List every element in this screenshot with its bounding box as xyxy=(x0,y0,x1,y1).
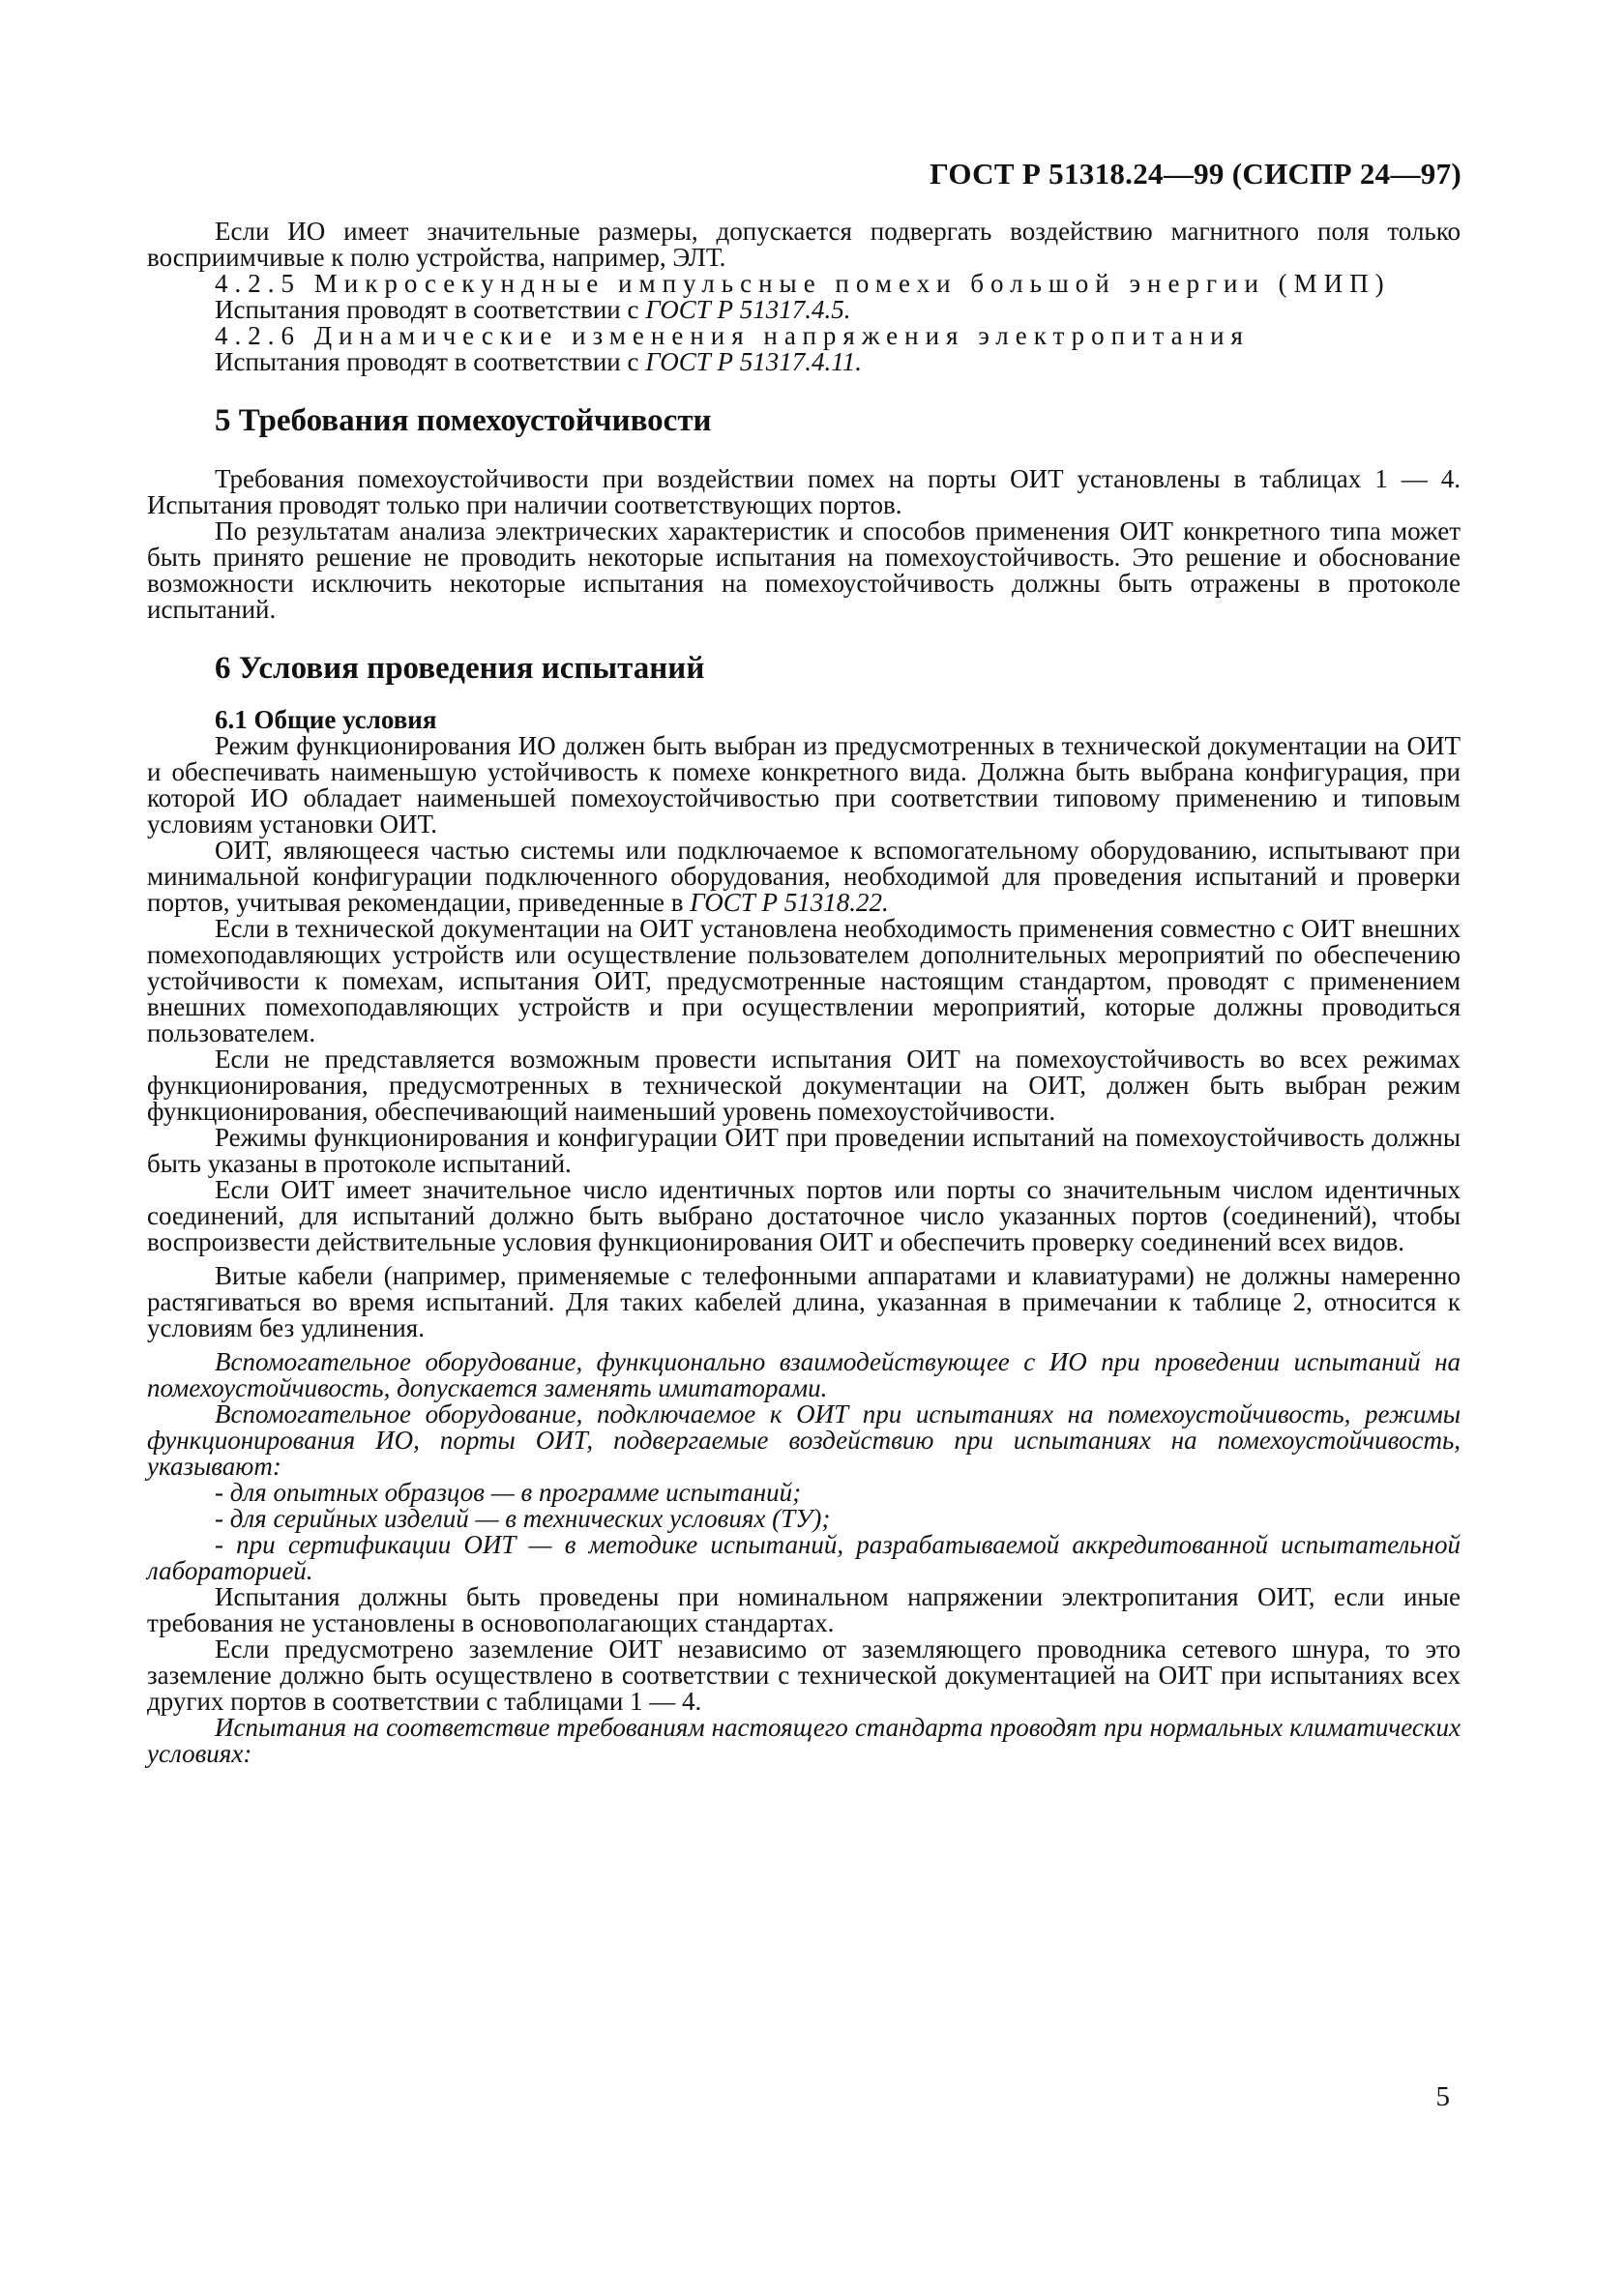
standard-reference: ГОСТ Р 51317.4.11. xyxy=(645,347,863,376)
section-6-paragraph: Если не представляется возможным провести испытания ОИТ на помехоустойчивость во всех режимах функционирования, предусмотренных в технической документации на ОИТ, должен быть выбран режим функционирования, обеспечивающий наименьший уровень помехоустойчивости. xyxy=(147,1045,1461,1126)
section-6-paragraph: Испытания должны быть проведены при номинальном напряжении электропитания ОИТ, если иные требования не установлены в основополагающих стандартах. xyxy=(147,1582,1461,1637)
standard-reference: ГОСТ Р 51318.22. xyxy=(690,888,889,917)
list-item: - для опытных образцов — в программе испытаний; xyxy=(215,1478,802,1507)
list-item: - при сертификации ОИТ — в методике испытаний, разрабатываемой аккредитованной испытательной лабораторией. xyxy=(147,1530,1461,1585)
section-6-paragraph: Если ОИТ имеет значительное число идентичных портов или порты со значительным числом идентичных соединений, для испытаний должно быть выбрано достаточное число указанных портов (соединений), чтобы воспроизвести действительные условия функционирования ОИТ и обеспечить проверку соединений всех видов. xyxy=(147,1175,1461,1256)
intro-paragraph: Если ИО имеет значительные размеры, допускается подвергать воздействию магнитного поля только восприимчивые к полю устройства, например, ЭЛТ. xyxy=(147,217,1461,272)
subsection-6-1-heading: 6.1 Общие условия xyxy=(215,705,437,734)
section-6-paragraph: ОИТ, являющееся частью системы или подключаемое к вспомогательному оборудованию, испытывают при минимальной конфигурации подключенного оборудования, необходимой для проведения испытаний и проверки портов, учитывая рекомендации, приведенные в ГОСТ Р 51318.22. xyxy=(147,836,1461,917)
section-5-paragraph: Требования помехоустойчивости при воздействии помех на порты ОИТ установлены в таблицах 1 — 4. Испытания проводят только при наличии соответствующих портов. xyxy=(147,464,1461,519)
page-number: 5 xyxy=(1435,2081,1450,2112)
section-5-heading: 5 Требования помехоустойчивости xyxy=(215,403,712,438)
section-6-paragraph: Если в технической документации на ОИТ установлена необходимость применения совместно с ОИТ внешних помехоподавляющих устройств или осуществление пользователем дополнительных мероприятий по обеспечению устойчивости к помехам, испытания ОИТ, предусмотренные настоящим стандартом, проводят с применением внешних помехоподавляющих устройств и при осуществлении мероприятий, которые должны проводиться пользователем. xyxy=(147,914,1461,1047)
section-6-paragraph: Режим функционирования ИО должен быть выбран из предусмотренных в технической документации на ОИТ и обеспечивать наименьшую устойчивость к помехе конкретного вида. Должна быть выбрана конфигурация, при которой ИО обладает наименьшей помехоустойчивостью при соответствии типовому применению и типовым условиям установки ОИТ. xyxy=(147,731,1461,839)
section-6-paragraph: Режимы функционирования и конфигурации ОИТ при проведении испытаний на помехоустойчивость должны быть указаны в протоколе испытаний. xyxy=(147,1123,1461,1178)
document-body xyxy=(147,219,1461,1767)
italic-note: Вспомогательное оборудование, подключаемое к ОИТ при испытаниях на помехоустойчивость, режимы функционирования ИО, порты ОИТ, подвергаемые воздействию при испытаниях на помехоустойчивость, указывают: xyxy=(147,1399,1461,1481)
section-5-paragraph: По результатам анализа электрических характеристик и способов применения ОИТ конкретного типа может быть принято решение не проводить некоторые испытания на помехоустойчивость. Это решение и обоснование возможности исключить некоторые испытания на помехоустойчивость должны быть отражены в протоколе испытаний. xyxy=(147,516,1461,624)
section-6-paragraph: Витые кабели (например, применяемые с телефонными аппаратами и клавиатурами) не должны намеренно растягиваться во время испытаний. Для таких кабелей длина, указанная в примечании к таблице 2, относится к условиям без удлинения. xyxy=(147,1261,1461,1342)
italic-note: Вспомогательное оборудование, функционально взаимодействующее с ИО при проведении испытаний на помехоустойчивость, допускается заменять имитаторами. xyxy=(147,1347,1461,1402)
subsection-4-2-6-title: 4.2.6 Динамические изменения напряжения электропитания xyxy=(215,321,1250,350)
subsection-4-2-5-title: 4.2.5 Микросекундные импульсные помехи большой энергии (МИП) xyxy=(215,269,1391,298)
standard-reference: ГОСТ Р 51317.4.5. xyxy=(645,295,851,324)
subsection-4-2-6-text: Испытания проводят в соответствии с ГОСТ Р 51317.4.11. xyxy=(215,347,863,376)
list-item: - для серийных изделий — в технических условиях (ТУ); xyxy=(215,1504,831,1533)
section-6-paragraph: Если предусмотрено заземление ОИТ независимо от заземляющего проводника сетевого шнура, то это заземление должно быть осуществлено в соответствии с технической документацией на ОИТ при испытаниях всех других портов в соответствии с таблицами 1 — 4. xyxy=(147,1634,1461,1716)
subsection-4-2-5-text: Испытания проводят в соответствии с ГОСТ Р 51317.4.5. xyxy=(215,295,851,324)
document-header: ГОСТ Р 51318.24—99 (СИСПР 24—97) xyxy=(930,157,1462,191)
italic-note: Испытания на соответствие требованиям настоящего стандарта проводят при нормальных климатических условиях: xyxy=(147,1713,1461,1768)
section-6-heading: 6 Условия проведения испытаний xyxy=(215,651,705,686)
